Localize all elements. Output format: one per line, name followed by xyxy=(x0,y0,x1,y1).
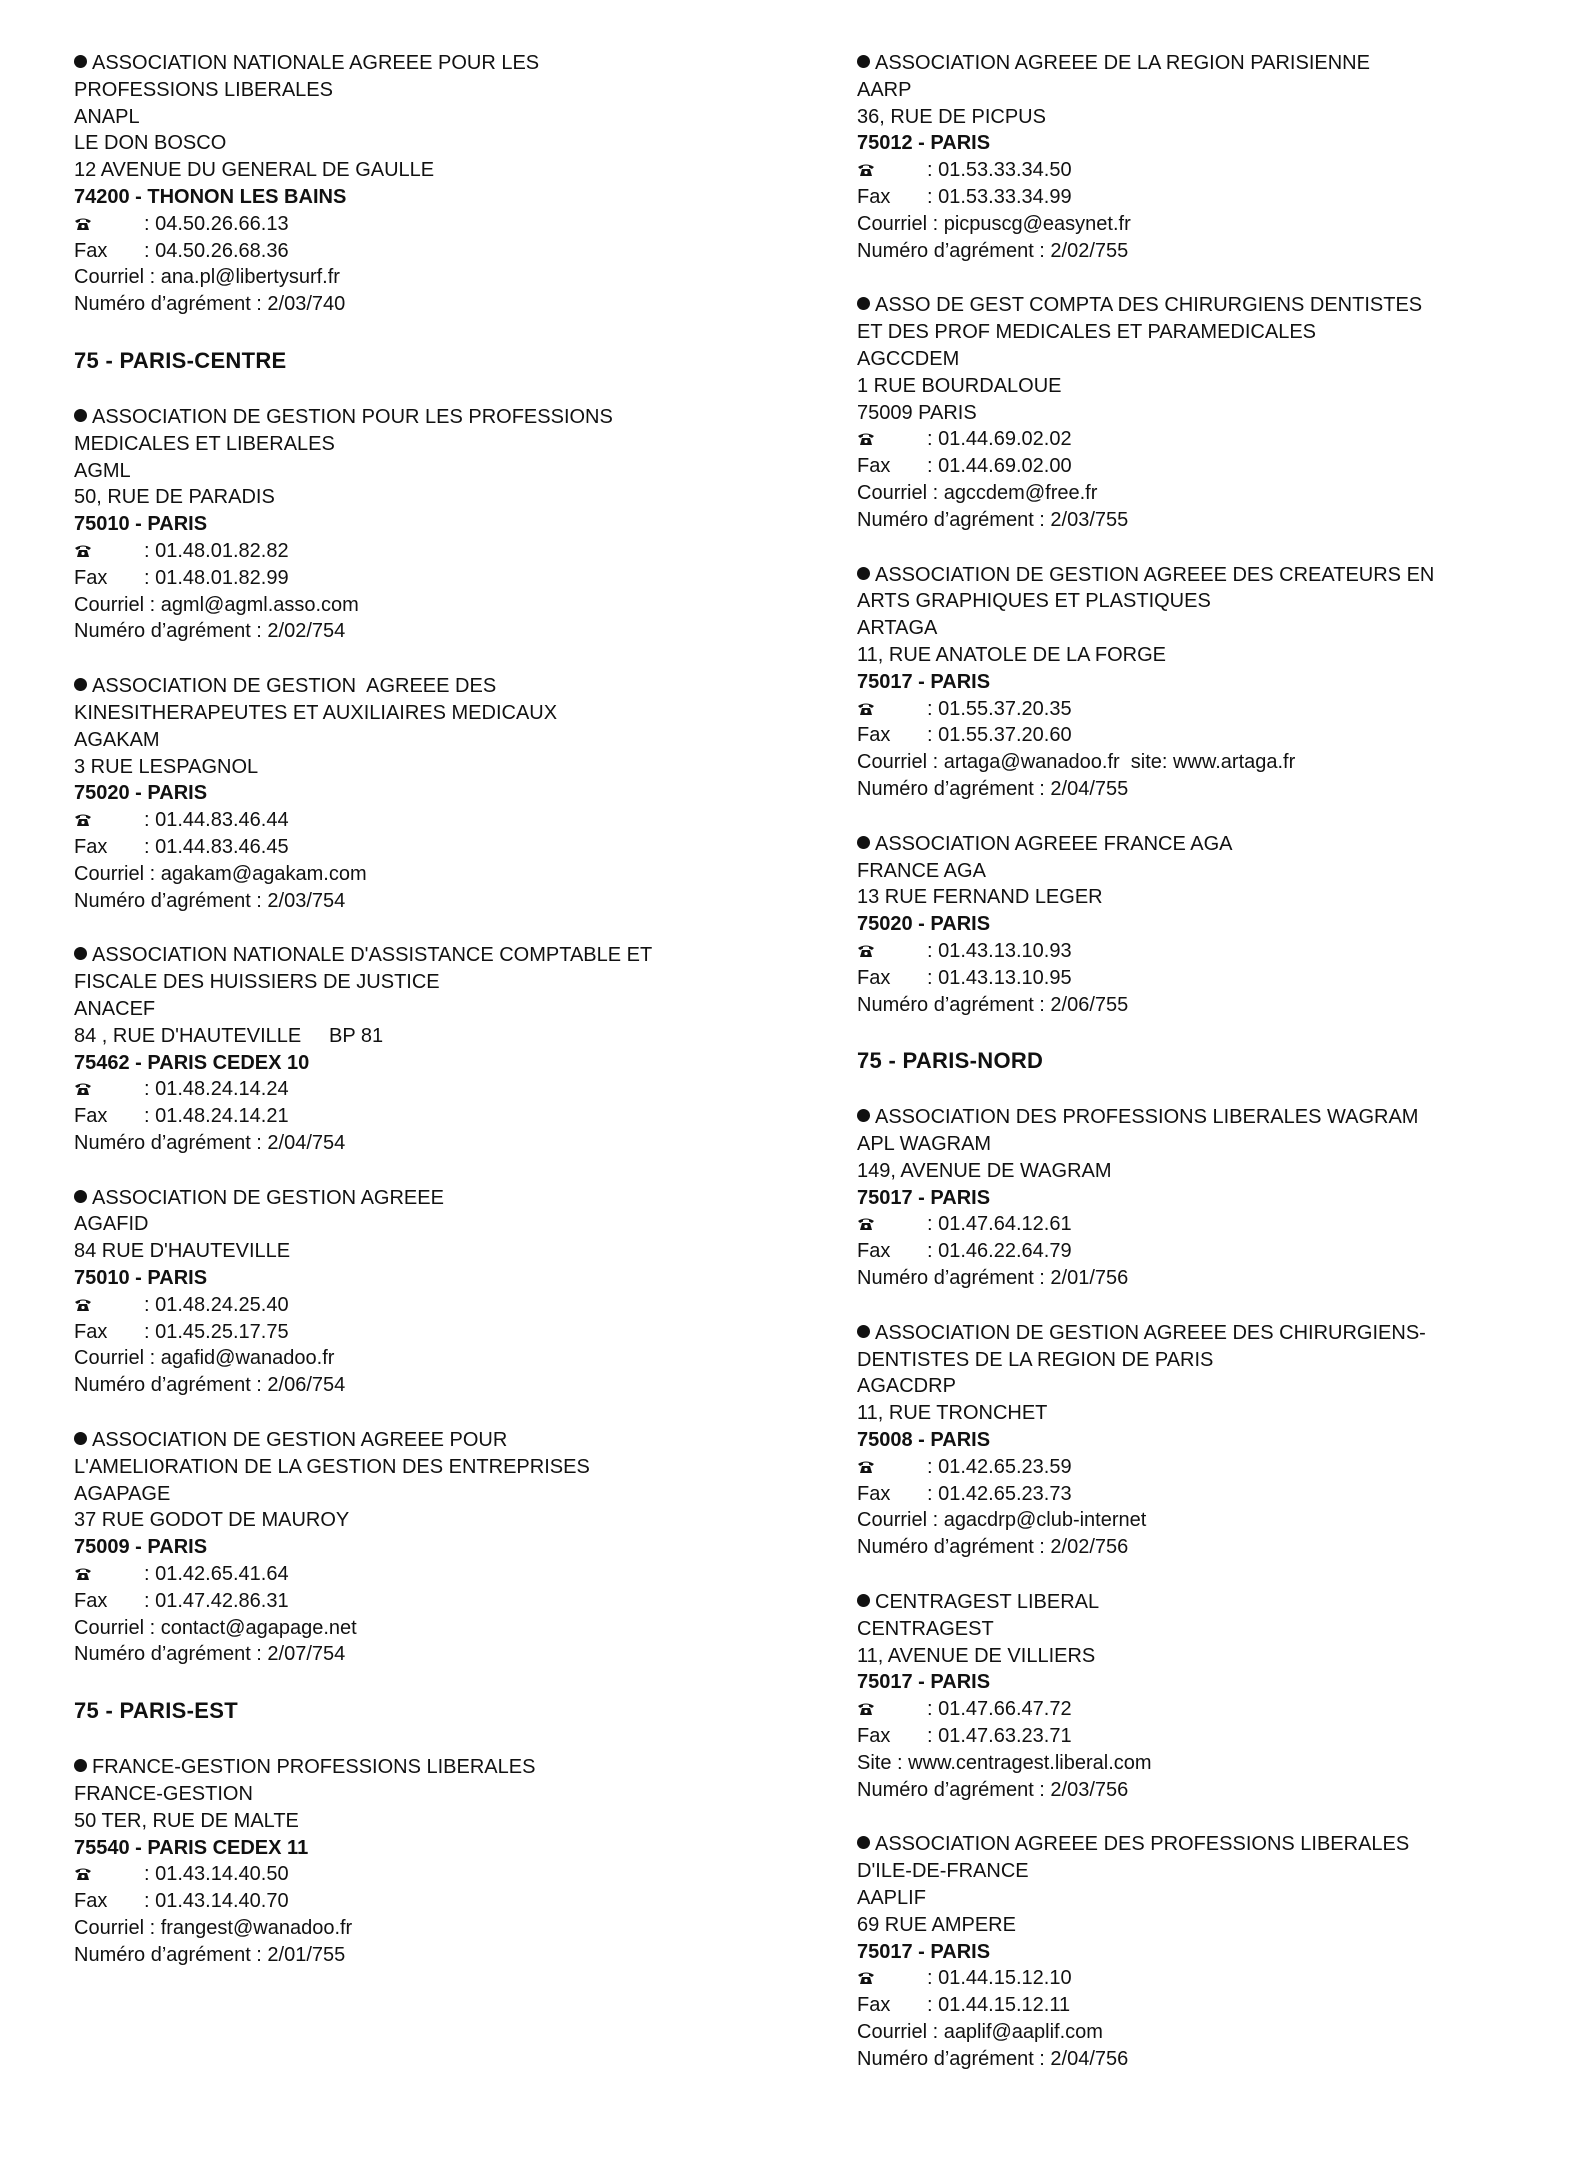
telephone-label xyxy=(74,1861,144,1888)
telephone-number: : 01.55.37.20.35 xyxy=(927,697,1072,720)
postal-city: 75462 - PARIS CEDEX 10 xyxy=(74,1051,310,1074)
telephone-label xyxy=(857,1454,927,1481)
fax-row xyxy=(857,965,1557,992)
fax-number: : 01.43.14.40.70 xyxy=(144,1890,289,1913)
telephone-row xyxy=(74,807,774,834)
fax-row xyxy=(857,1723,1557,1750)
postal-city: 75017 - PARIS xyxy=(857,1940,991,1963)
telephone-label xyxy=(857,696,927,723)
fax-label: Fax xyxy=(74,1890,108,1913)
association-acronym: ANAPL xyxy=(74,105,140,128)
association-name-line xyxy=(857,1589,1557,1616)
contact-line: Site : www.centragest.liberal.com xyxy=(857,1751,1152,1774)
telephone-row xyxy=(857,938,1557,965)
association-name-line xyxy=(857,588,1557,615)
association-name-text: MEDICALES ET LIBERALES xyxy=(74,432,335,455)
postal-city: 75020 - PARIS xyxy=(857,913,991,936)
association-acronym: ARTAGA xyxy=(857,617,938,640)
fax-label: Fax xyxy=(857,724,891,747)
association-name-text: ARTS GRAPHIQUES ET PLASTIQUES xyxy=(857,590,1211,613)
telephone-label xyxy=(74,807,144,834)
address-line: 84 RUE D'HAUTEVILLE xyxy=(74,1240,291,1263)
association-name-line xyxy=(74,1754,774,1781)
agrement-number: Numéro d’agrément : 2/02/754 xyxy=(74,620,346,643)
postal-city: 75010 - PARIS xyxy=(74,513,208,536)
address-line: 11, RUE ANATOLE DE LA FORGE xyxy=(857,643,1166,666)
telephone-row xyxy=(74,211,774,238)
fax-row xyxy=(74,565,774,592)
postal-city: 75017 - PARIS xyxy=(857,1671,991,1694)
telephone-number: : 01.43.13.10.93 xyxy=(927,939,1072,962)
telephone-row xyxy=(857,1965,1557,1992)
postal-city: 75020 - PARIS xyxy=(74,782,208,805)
agrement-number: Numéro d’agrément : 2/04/755 xyxy=(857,777,1129,800)
fax-row xyxy=(857,722,1557,749)
association-name-line xyxy=(74,1427,774,1454)
telephone-icon xyxy=(74,1082,92,1096)
agrement-number: Numéro d’agrément : 2/03/740 xyxy=(74,293,346,316)
fax-label: Fax xyxy=(74,239,108,262)
association-name-text: KINESITHERAPEUTES ET AUXILIAIRES MEDICAUX xyxy=(74,701,558,724)
fax-number: : 01.48.24.14.21 xyxy=(144,1105,289,1128)
agrement-number: Numéro d’agrément : 2/03/756 xyxy=(857,1778,1129,1801)
association-name-text: ASSOCIATION NATIONALE AGREEE POUR LES xyxy=(92,52,540,74)
section-heading: 75 - PARIS-NORD xyxy=(857,1048,1044,1074)
contact-line: Courriel : contact@agapage.net xyxy=(74,1616,357,1639)
telephone-label xyxy=(857,938,927,965)
telephone-icon xyxy=(74,1567,92,1581)
telephone-row xyxy=(857,1211,1557,1238)
address-line: 84 , RUE D'HAUTEVILLE BP 81 xyxy=(74,1024,384,1047)
telephone-icon xyxy=(857,1460,875,1474)
telephone-row xyxy=(857,696,1557,723)
association-name-line xyxy=(857,831,1557,858)
association-acronym: CENTRAGEST xyxy=(857,1617,994,1640)
postal-city: 74200 - THONON LES BAINS xyxy=(74,185,347,208)
address-line: 12 AVENUE DU GENERAL DE GAULLE xyxy=(74,159,435,182)
association-acronym: AGCCDEM xyxy=(857,347,960,370)
association-name-text: CENTRAGEST LIBERAL xyxy=(875,1591,1100,1614)
association-name-text: ET DES PROF MEDICALES ET PARAMEDICALES xyxy=(857,321,1317,344)
fax-label: Fax xyxy=(857,455,891,478)
telephone-icon xyxy=(857,163,875,177)
telephone-icon xyxy=(74,813,92,827)
bullet-dot-icon xyxy=(857,297,870,310)
association-entry xyxy=(857,1589,1557,1803)
telephone-number: : 01.42.65.23.59 xyxy=(927,1455,1072,1478)
bullet-dot-icon xyxy=(74,55,87,68)
association-name-line xyxy=(857,562,1557,589)
association-name-line xyxy=(857,50,1557,77)
fax-number: : 01.47.42.86.31 xyxy=(144,1589,289,1612)
agrement-number: Numéro d’agrément : 2/01/756 xyxy=(857,1267,1129,1290)
telephone-icon xyxy=(857,1217,875,1231)
telephone-number: : 01.44.15.12.10 xyxy=(927,1967,1072,1990)
contact-line: Courriel : agakam@agakam.com xyxy=(74,862,367,885)
fax-label: Fax xyxy=(74,1105,108,1128)
association-entry xyxy=(74,1754,774,1968)
postal-city: 75010 - PARIS xyxy=(74,1267,208,1290)
fax-number: : 01.44.15.12.11 xyxy=(927,1994,1071,2017)
fax-label: Fax xyxy=(857,1725,891,1748)
association-entry xyxy=(74,942,774,1156)
association-entry xyxy=(857,1831,1557,2072)
association-name-line xyxy=(74,1454,774,1481)
association-entry xyxy=(74,404,774,645)
bullet-dot-icon xyxy=(74,1432,87,1445)
association-name-text: DENTISTES DE LA REGION DE PARIS xyxy=(857,1348,1214,1371)
address-line: 149, AVENUE DE WAGRAM xyxy=(857,1159,1112,1182)
fax-number: : 01.45.25.17.75 xyxy=(144,1320,289,1343)
fax-row xyxy=(74,1103,774,1130)
bullet-dot-icon xyxy=(857,567,870,580)
telephone-icon xyxy=(74,1867,92,1881)
telephone-row xyxy=(857,1454,1557,1481)
telephone-icon xyxy=(857,1971,875,1985)
telephone-label xyxy=(857,1696,927,1723)
telephone-label xyxy=(857,1965,927,1992)
address-line: 11, AVENUE DE VILLIERS xyxy=(857,1644,1096,1667)
agrement-number: Numéro d’agrément : 2/04/754 xyxy=(74,1131,346,1154)
address-line: LE DON BOSCO xyxy=(74,132,227,155)
bullet-dot-icon xyxy=(74,1190,87,1203)
association-acronym: ANACEF xyxy=(74,997,156,1020)
address-line: 3 RUE LESPAGNOL xyxy=(74,755,259,778)
address-line: 69 RUE AMPERE xyxy=(857,1913,1016,1936)
association-name-text: ASSOCIATION DES PROFESSIONS LIBERALES WAGRAM xyxy=(875,1106,1419,1129)
association-name-text: ASSOCIATION DE GESTION AGREEE DES CREATEURS EN xyxy=(875,563,1435,586)
association-entry xyxy=(74,673,774,914)
association-name-text: ASSOCIATION DE GESTION POUR LES PROFESSIONS xyxy=(92,405,613,428)
address-line: 50, RUE DE PARADIS xyxy=(74,486,275,509)
telephone-icon xyxy=(74,544,92,558)
association-acronym: FRANCE AGA xyxy=(857,859,986,882)
association-entry xyxy=(857,562,1557,803)
association-acronym: AGAFID xyxy=(74,1213,149,1236)
telephone-number: : 01.48.01.82.82 xyxy=(144,539,289,562)
fax-row xyxy=(857,184,1557,211)
telephone-label xyxy=(74,538,144,565)
association-name-line xyxy=(74,50,774,77)
fax-row xyxy=(74,834,774,861)
postal-city: 75017 - PARIS xyxy=(857,670,991,693)
bullet-dot-icon xyxy=(74,947,87,960)
fax-label: Fax xyxy=(857,1482,891,1505)
fax-number: : 01.47.63.23.71 xyxy=(927,1725,1072,1748)
telephone-icon xyxy=(74,217,92,231)
fax-row xyxy=(74,1319,774,1346)
fax-label: Fax xyxy=(74,566,108,589)
association-name-text: ASSOCIATION DE GESTION AGREEE POUR xyxy=(92,1429,508,1452)
bullet-dot-icon xyxy=(74,409,87,422)
fax-number: : 01.42.65.23.73 xyxy=(927,1482,1072,1505)
telephone-row xyxy=(74,1861,774,1888)
address-line: 13 RUE FERNAND LEGER xyxy=(857,886,1103,909)
telephone-number: : 04.50.26.66.13 xyxy=(144,212,289,235)
telephone-label xyxy=(74,1076,144,1103)
telephone-label xyxy=(74,1292,144,1319)
association-entry xyxy=(857,292,1557,533)
telephone-icon xyxy=(74,1298,92,1312)
telephone-icon xyxy=(857,1702,875,1716)
association-acronym: AGML xyxy=(74,459,131,482)
association-name-line xyxy=(74,969,774,996)
fax-row xyxy=(857,1238,1557,1265)
association-name-line xyxy=(74,404,774,431)
telephone-label xyxy=(857,426,927,453)
association-name-text: FRANCE-GESTION PROFESSIONS LIBERALES xyxy=(92,1756,536,1779)
fax-row xyxy=(74,1888,774,1915)
association-entry xyxy=(857,50,1557,264)
association-name-line xyxy=(857,1104,1557,1131)
fax-number: : 01.53.33.34.99 xyxy=(927,185,1072,208)
association-name-line xyxy=(74,77,774,104)
telephone-number: : 01.43.14.40.50 xyxy=(144,1863,289,1886)
association-acronym: AAPLIF xyxy=(857,1887,926,1910)
association-name-text: ASSOCIATION AGREEE DES PROFESSIONS LIBERALES xyxy=(875,1833,1410,1856)
association-name-text: D'ILE-DE-FRANCE xyxy=(857,1860,1029,1883)
fax-row xyxy=(74,1588,774,1615)
association-name-line xyxy=(74,1185,774,1212)
association-entry xyxy=(857,1104,1557,1292)
association-name-line xyxy=(857,1831,1557,1858)
address-line: 11, RUE TRONCHET xyxy=(857,1402,1048,1425)
association-name-text: ASSOCIATION NATIONALE D'ASSISTANCE COMPTABLE ET xyxy=(92,944,653,967)
association-entry xyxy=(857,831,1557,1019)
fax-row xyxy=(857,453,1557,480)
association-name-text: L'AMELIORATION DE LA GESTION DES ENTREPRISES xyxy=(74,1455,590,1478)
contact-line: Courriel : picpuscg@easynet.fr xyxy=(857,212,1131,235)
left-column xyxy=(74,50,774,1997)
postal-city: 75009 PARIS xyxy=(857,401,977,424)
bullet-dot-icon xyxy=(857,55,870,68)
fax-label: Fax xyxy=(857,966,891,989)
address-line: 50 TER, RUE DE MALTE xyxy=(74,1809,299,1832)
telephone-number: : 01.44.83.46.44 xyxy=(144,809,289,832)
telephone-number: : 01.47.66.47.72 xyxy=(927,1698,1072,1721)
fax-label: Fax xyxy=(857,185,891,208)
association-name-text: ASSOCIATION DE GESTION AGREEE DES CHIRURGIENS- xyxy=(875,1321,1426,1344)
association-entry xyxy=(857,1320,1557,1561)
association-acronym: FRANCE-GESTION xyxy=(74,1783,253,1806)
telephone-label xyxy=(74,1561,144,1588)
telephone-number: : 01.42.65.41.64 xyxy=(144,1563,289,1586)
association-name-line xyxy=(857,1858,1557,1885)
association-name-line xyxy=(857,292,1557,319)
bullet-dot-icon xyxy=(857,1325,870,1338)
association-entry xyxy=(74,1185,774,1399)
telephone-number: : 01.44.69.02.02 xyxy=(927,428,1072,451)
fax-label: Fax xyxy=(74,1320,108,1343)
telephone-label xyxy=(857,1211,927,1238)
association-name-line xyxy=(74,431,774,458)
contact-line: Courriel : agccdem@free.fr xyxy=(857,481,1098,504)
association-name-line xyxy=(857,1347,1557,1374)
fax-number: : 01.44.83.46.45 xyxy=(144,835,289,858)
fax-row xyxy=(857,1992,1557,2019)
bullet-dot-icon xyxy=(857,1836,870,1849)
section-heading: 75 - PARIS-EST xyxy=(74,1698,238,1724)
telephone-label xyxy=(857,157,927,184)
address-line: 1 RUE BOURDALOUE xyxy=(857,374,1062,397)
bullet-dot-icon xyxy=(857,1594,870,1607)
telephone-number: : 01.48.24.14.24 xyxy=(144,1078,289,1101)
telephone-row xyxy=(74,538,774,565)
agrement-number: Numéro d’agrément : 2/03/755 xyxy=(857,508,1129,531)
telephone-number: : 01.53.33.34.50 xyxy=(927,159,1072,182)
telephone-icon xyxy=(857,432,875,446)
right-column xyxy=(857,50,1557,2101)
contact-line: Courriel : aaplif@aaplif.com xyxy=(857,2021,1103,2043)
association-acronym: AARP xyxy=(857,78,912,101)
agrement-number: Numéro d’agrément : 2/03/754 xyxy=(74,889,346,912)
address-line: 37 RUE GODOT DE MAUROY xyxy=(74,1509,350,1532)
association-name-line xyxy=(74,942,774,969)
fax-row xyxy=(74,238,774,265)
bullet-dot-icon xyxy=(74,678,87,691)
association-name-text: ASSOCIATION DE GESTION AGREEE xyxy=(92,1186,444,1209)
contact-line: Courriel : frangest@wanadoo.fr xyxy=(74,1917,353,1940)
agrement-number: Numéro d’agrément : 2/02/755 xyxy=(857,239,1129,262)
telephone-row xyxy=(857,1696,1557,1723)
association-name-text: ASSOCIATION AGREEE FRANCE AGA xyxy=(875,832,1233,855)
association-name-text: ASSO DE GEST COMPTA DES CHIRURGIENS DENTISTES xyxy=(875,294,1423,317)
association-name-line xyxy=(857,1320,1557,1347)
fax-number: : 01.43.13.10.95 xyxy=(927,966,1072,989)
contact-line: Courriel : artaga@wanadoo.fr site: www.artaga.fr xyxy=(857,751,1296,774)
agrement-number: Numéro d’agrément : 2/06/755 xyxy=(857,993,1129,1016)
agrement-number: Numéro d’agrément : 2/06/754 xyxy=(74,1374,346,1397)
association-name-text: PROFESSIONS LIBERALES xyxy=(74,78,333,101)
postal-city: 75008 - PARIS xyxy=(857,1429,991,1452)
telephone-number: : 01.47.64.12.61 xyxy=(927,1213,1072,1236)
telephone-row xyxy=(74,1292,774,1319)
association-acronym: AGAKAM xyxy=(74,728,160,751)
bullet-dot-icon xyxy=(857,836,870,849)
fax-label: Fax xyxy=(857,1994,891,2017)
telephone-icon xyxy=(857,702,875,716)
bullet-dot-icon xyxy=(74,1759,87,1772)
telephone-label xyxy=(74,211,144,238)
fax-number: : 01.44.69.02.00 xyxy=(927,455,1072,478)
fax-row xyxy=(857,1481,1557,1508)
association-name-text: FISCALE DES HUISSIERS DE JUSTICE xyxy=(74,971,440,994)
association-acronym: AGACDRP xyxy=(857,1375,956,1398)
telephone-icon xyxy=(857,944,875,958)
association-entry xyxy=(74,1427,774,1668)
association-acronym: AGAPAGE xyxy=(74,1482,171,1505)
telephone-row xyxy=(857,426,1557,453)
association-name-text: ASSOCIATION DE GESTION AGREEE DES xyxy=(92,675,497,698)
postal-city: 75009 - PARIS xyxy=(74,1536,208,1559)
fax-number: : 01.46.22.64.79 xyxy=(927,1240,1072,1263)
association-name-line xyxy=(857,319,1557,346)
association-acronym: APL WAGRAM xyxy=(857,1133,992,1156)
contact-line: Courriel : ana.pl@libertysurf.fr xyxy=(74,266,340,289)
contact-line: Courriel : agacdrp@club-internet xyxy=(857,1509,1147,1532)
section-heading: 75 - PARIS-CENTRE xyxy=(74,347,287,373)
fax-label: Fax xyxy=(857,1240,891,1263)
association-name-text: ASSOCIATION AGREEE DE LA REGION PARISIENNE xyxy=(875,52,1370,74)
bullet-dot-icon xyxy=(857,1109,870,1122)
postal-city: 75540 - PARIS CEDEX 11 xyxy=(74,1836,309,1859)
fax-label: Fax xyxy=(74,835,108,858)
telephone-row xyxy=(74,1561,774,1588)
fax-number: : 04.50.26.68.36 xyxy=(144,239,289,262)
association-name-line xyxy=(74,700,774,727)
association-name-line xyxy=(74,673,774,700)
fax-label: Fax xyxy=(74,1589,108,1612)
agrement-number: Numéro d’agrément : 2/07/754 xyxy=(74,1643,346,1666)
telephone-number: : 01.48.24.25.40 xyxy=(144,1293,289,1316)
postal-city: 75012 - PARIS xyxy=(857,132,991,155)
contact-line: Courriel : agafid@wanadoo.fr xyxy=(74,1347,335,1370)
contact-line: Courriel : agml@agml.asso.com xyxy=(74,593,359,616)
address-line: 36, RUE DE PICPUS xyxy=(857,105,1046,128)
telephone-row xyxy=(857,157,1557,184)
fax-number: : 01.48.01.82.99 xyxy=(144,566,289,589)
agrement-number: Numéro d’agrément : 2/01/755 xyxy=(74,1943,346,1966)
association-entry xyxy=(74,50,774,318)
telephone-row xyxy=(74,1076,774,1103)
agrement-number: Numéro d’agrément : 2/04/756 xyxy=(857,2047,1129,2070)
agrement-number: Numéro d’agrément : 2/02/756 xyxy=(857,1536,1129,1559)
fax-number: : 01.55.37.20.60 xyxy=(927,724,1072,747)
postal-city: 75017 - PARIS xyxy=(857,1186,991,1209)
